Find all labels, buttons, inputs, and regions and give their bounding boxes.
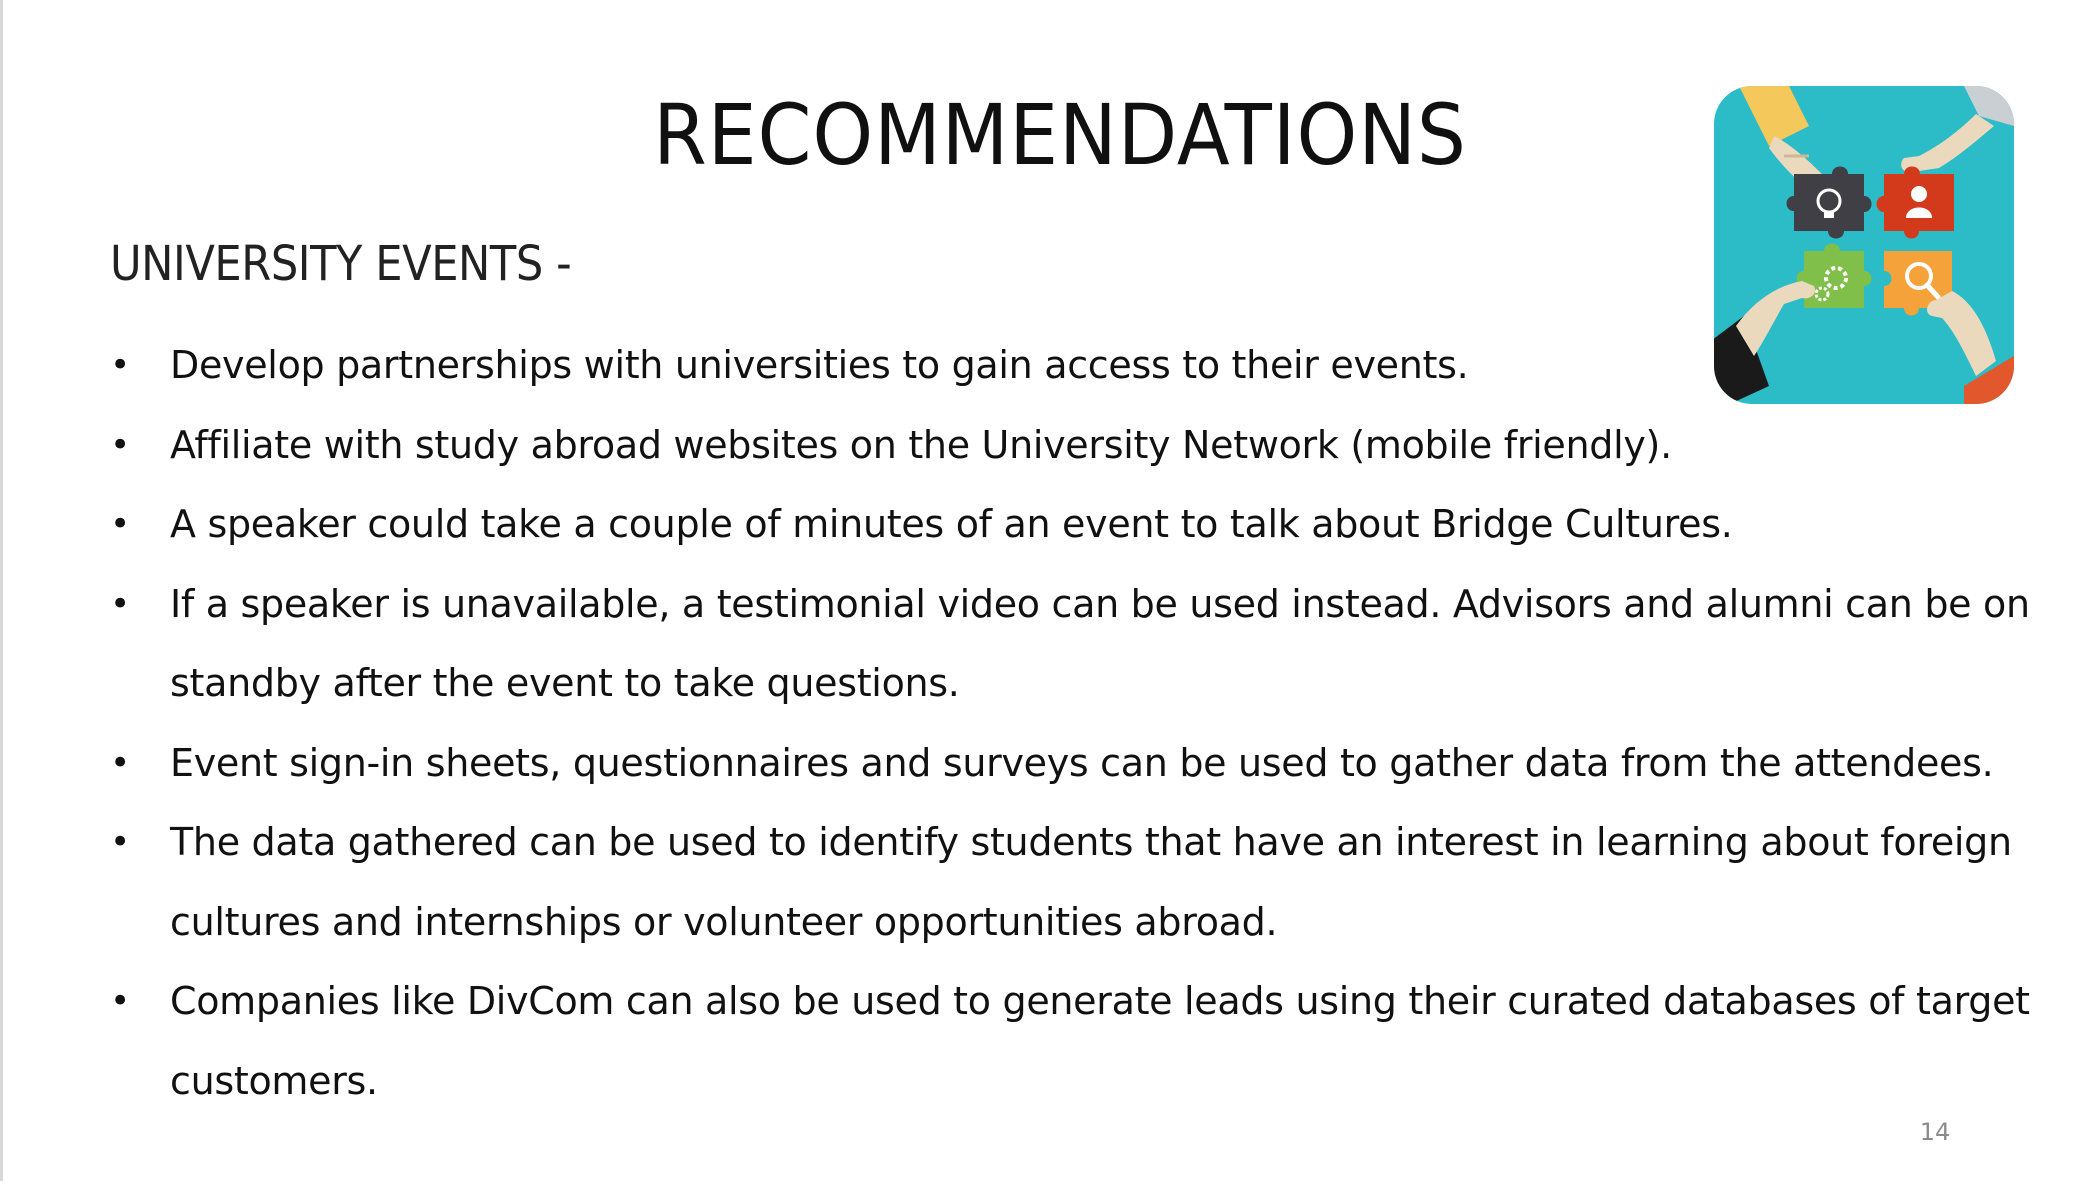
bullet-marker: • bbox=[110, 822, 130, 862]
puzzle-hands-icon bbox=[1714, 86, 2014, 404]
puzzle-piece-red bbox=[1877, 167, 1955, 239]
bullet-item bbox=[108, 485, 2068, 565]
puzzle-piece-dark bbox=[1787, 167, 1872, 239]
bullet-text: Affiliate with study abroad websites on the University Network (mobile friendly). bbox=[170, 422, 1672, 467]
bullet-marker: • bbox=[110, 742, 130, 783]
bullet-marker: • bbox=[110, 981, 130, 1021]
bullet-text: If a speaker is unavailable, a testimonial video can be used instead. Advisors and alumni can be on standby after the event to take questions. bbox=[170, 581, 2030, 705]
bullet-list bbox=[108, 326, 2068, 1121]
bullet-item bbox=[108, 406, 2068, 486]
bullet-marker: • bbox=[110, 345, 130, 385]
bullet-text: Develop partnerships with universities to gain access to their events. bbox=[170, 343, 1469, 387]
bullet-marker: • bbox=[110, 583, 130, 624]
section-subheading: UNIVERSITY EVENTS - bbox=[110, 236, 572, 292]
bullet-text: The data gathered can be used to identify students that have an interest in learning about foreign cultures and internships or volunteer opportunities abroad. bbox=[170, 820, 2012, 944]
puzzle-piece-green bbox=[1797, 244, 1872, 309]
slide-title: RECOMMENDATIONS bbox=[653, 86, 1467, 184]
bullet-item bbox=[108, 565, 2068, 724]
bullet-marker: • bbox=[110, 504, 130, 544]
bullet-item bbox=[108, 803, 2068, 962]
bullet-marker: • bbox=[110, 424, 130, 465]
bullet-item bbox=[108, 962, 2068, 1121]
bullet-text: Companies like DivCom can also be used to generate leads using their curated databases of target customers. bbox=[170, 979, 2030, 1103]
bullet-text: A speaker could take a couple of minutes of an event to talk about Bridge Cultures. bbox=[170, 502, 1733, 546]
bullet-text: Event sign-in sheets, questionnaires and surveys can be used to gather data from the attendees. bbox=[170, 740, 1994, 785]
page-number: 14 bbox=[1919, 1118, 1951, 1146]
slide-left-border bbox=[0, 0, 3, 1181]
bullet-item bbox=[108, 724, 2068, 804]
